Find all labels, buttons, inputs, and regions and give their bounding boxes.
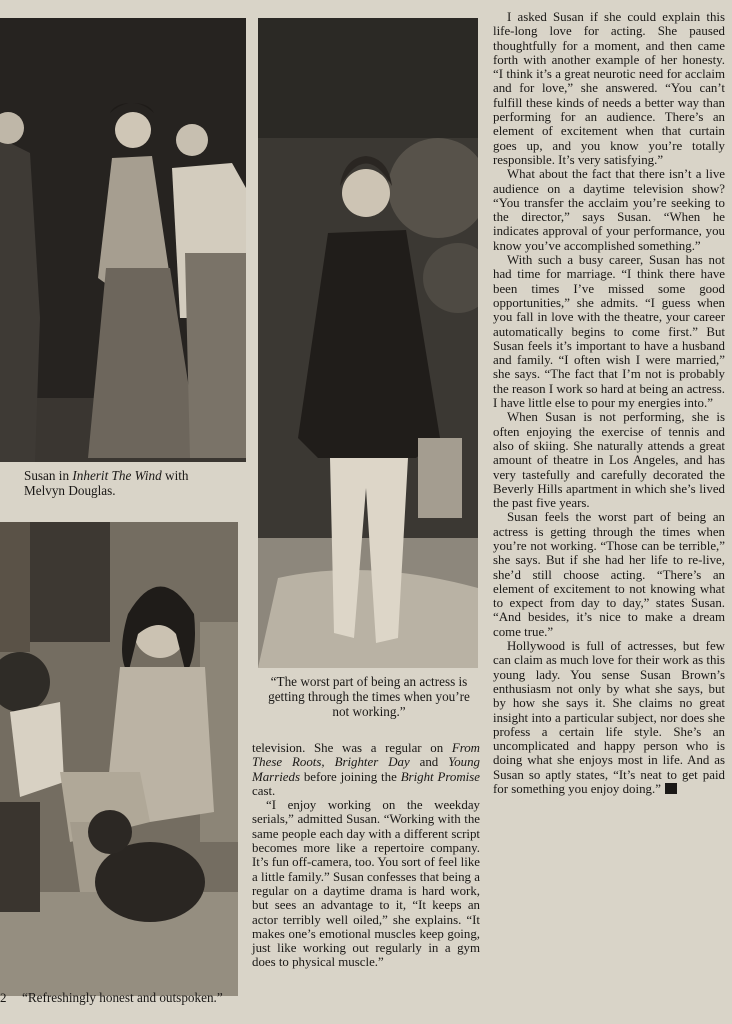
article-right-column <box>493 10 725 796</box>
photo-inherit-the-wind <box>0 18 246 462</box>
paragraph: Susan feels the worst part of being an actress is getting through the times when you’re not working. “Those can be terrible,” she says. But if she had her life to re-live, she’d still choose acting. “There’s an element of excitement to not knowing what to expect from day to day,” states Susan. “And besides, it’s nice to make a dream come true.” <box>493 510 725 639</box>
paragraph: Hollywood is full of actresses, but few can claim as much love for their work as this young lady. You sense Susan Brown’s enthusiasm not only by what she says, but by how she says it. She claims no great insight into a particular subject, nor does she profess a certain life style. She’s an uncomplicated and happy person who is doing what she enjoys most in life. And as Susan so aptly states, “It’s neat to get paid for something you enjoy doing.” <box>493 639 725 797</box>
photo-susan-walking <box>258 18 478 668</box>
paragraph: “I enjoy working on the weekday serials,” admitted Susan. “Working with the same people each day with a different script becomes more like a repertoire company. It’s fun off-camera, too. You sort of feel like a little family.” Susan confesses that being a regular on a daytime drama is hard work, but sees an advantage to it, “It keeps an actor terribly well oiled,” she explains. “It makes one’s emotional muscles keep going, just like working out regularly in a gym does to physical muscle.” <box>252 798 480 970</box>
paragraph: I asked Susan if she could explain this life-long love for acting. She paused thoughtfully for a moment, and then came forth with another example of her honesty. “I think it’s a great neurotic need for acclaim and for love,” she answered. “You can’t fulfill these kinds of needs a better way than performing for an audience. There’s an element of excitement when that curtain goes up, and you know you’re totally responsible. It’s very satisfying.” <box>493 10 725 167</box>
paragraph: With such a busy career, Susan has not had time for marriage. “I think there have been times I’ve missed some good opportunities,” she admits. “I guess when you fall in love with the theatre, your career automatically begins to come first.” But Susan feels it’s important to have a husband and family. “I often wish I were married,” she says. “The fact that I’m not is probably the reason I work so hard at being an actress. I have little else to pour my energies into.” <box>493 253 725 411</box>
article-middle-column <box>252 741 480 970</box>
caption-worst-part: “The worst part of being an actress is getting through the times when you’re not working.” <box>268 674 470 719</box>
photo-susan-with-dog <box>0 522 238 996</box>
page-number: 2 <box>0 990 7 1005</box>
walking-scene-illustration <box>258 18 478 668</box>
stage-scene-illustration <box>0 18 246 462</box>
dog-scene-illustration <box>0 522 238 996</box>
caption-inherit-the-wind: Susan in Inherit The Wind with Melvyn Douglas. <box>24 468 189 498</box>
end-of-article-mark <box>665 783 677 794</box>
caption-refreshingly-honest: “Refreshingly honest and outspoken.” <box>22 990 223 1005</box>
paragraph: What about the fact that there isn’t a live audience on a daytime television show? “You transfer the acclaim you’re seeking to the director,” says Susan. “When he indicates approval of your performance, you know you’ve accomplished something.” <box>493 167 725 253</box>
paragraph: When Susan is not performing, she is often enjoying the exercise of tennis and also of skiing. She naturally attends a great amount of theatre in Los Angeles, and has very tastefully and carefully decorated the Beverly Hills apartment in which she’s lived the past five years. <box>493 410 725 511</box>
paragraph: television. She was a regular on From These Roots, Brighter Day and Young Marrieds before joining the Bright Promise cast. <box>252 741 480 798</box>
